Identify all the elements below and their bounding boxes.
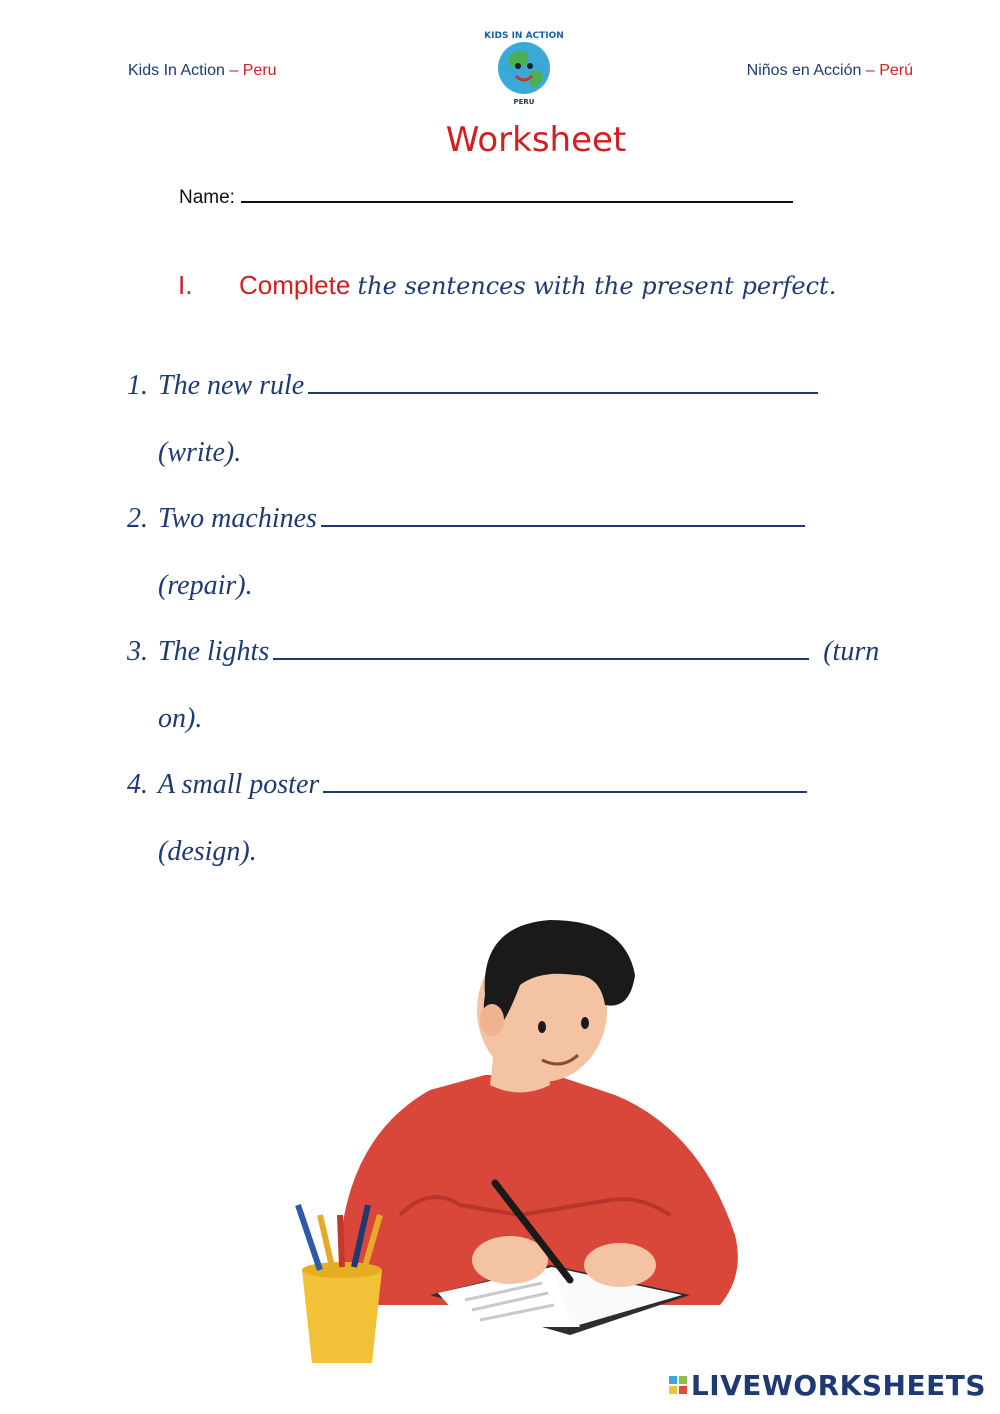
question-4-hint: (design). bbox=[158, 836, 257, 867]
question-number: 1. bbox=[127, 370, 148, 401]
answer-blank[interactable] bbox=[273, 638, 809, 660]
header-right-country: – Perú bbox=[865, 62, 913, 79]
question-hint-start: (turn bbox=[823, 636, 880, 667]
question-stem: The new rule bbox=[158, 370, 305, 401]
header-right bbox=[747, 62, 913, 80]
instruction-verb: Complete bbox=[239, 270, 351, 300]
name-field[interactable] bbox=[241, 183, 793, 203]
question-number: 4. bbox=[127, 769, 148, 800]
question-1 bbox=[127, 370, 818, 402]
page-title: Worksheet bbox=[445, 120, 627, 160]
name-label: Name: bbox=[179, 187, 235, 208]
answer-blank[interactable] bbox=[323, 771, 807, 793]
boy-writing-at-desk-illustration bbox=[280, 915, 750, 1365]
liveworksheets-brand bbox=[669, 1370, 986, 1400]
question-3 bbox=[127, 636, 879, 668]
header-left bbox=[128, 62, 277, 80]
instruction-text: the sentences with the present perfect. bbox=[357, 272, 837, 300]
logo-subtext: PERU bbox=[513, 98, 535, 106]
question-number: 2. bbox=[127, 503, 148, 534]
question-stem: The lights bbox=[158, 636, 270, 667]
instruction bbox=[178, 270, 836, 301]
question-2-hint: (repair). bbox=[158, 570, 253, 601]
question-stem: A small poster bbox=[158, 769, 320, 800]
answer-blank[interactable] bbox=[308, 372, 818, 394]
question-2 bbox=[127, 503, 805, 535]
header-left-country: – Peru bbox=[229, 62, 277, 79]
liveworksheets-logo-icon bbox=[669, 1376, 687, 1394]
question-number: 3. bbox=[127, 636, 148, 667]
header-right-name: Niños en Acción bbox=[746, 62, 862, 79]
question-1-hint: (write). bbox=[158, 437, 242, 468]
name-row bbox=[179, 183, 793, 209]
instruction-number: I. bbox=[178, 270, 193, 300]
header-left-name: Kids In Action bbox=[128, 62, 225, 79]
answer-blank[interactable] bbox=[321, 505, 805, 527]
question-3-hint: on). bbox=[158, 703, 203, 734]
kids-in-action-globe-logo bbox=[480, 22, 568, 110]
logo-text: KIDS IN ACTION bbox=[484, 31, 564, 41]
question-stem: Two machines bbox=[158, 503, 317, 534]
question-4 bbox=[127, 769, 807, 801]
liveworksheets-text: LIVEWORKSHEETS bbox=[690, 1368, 986, 1402]
